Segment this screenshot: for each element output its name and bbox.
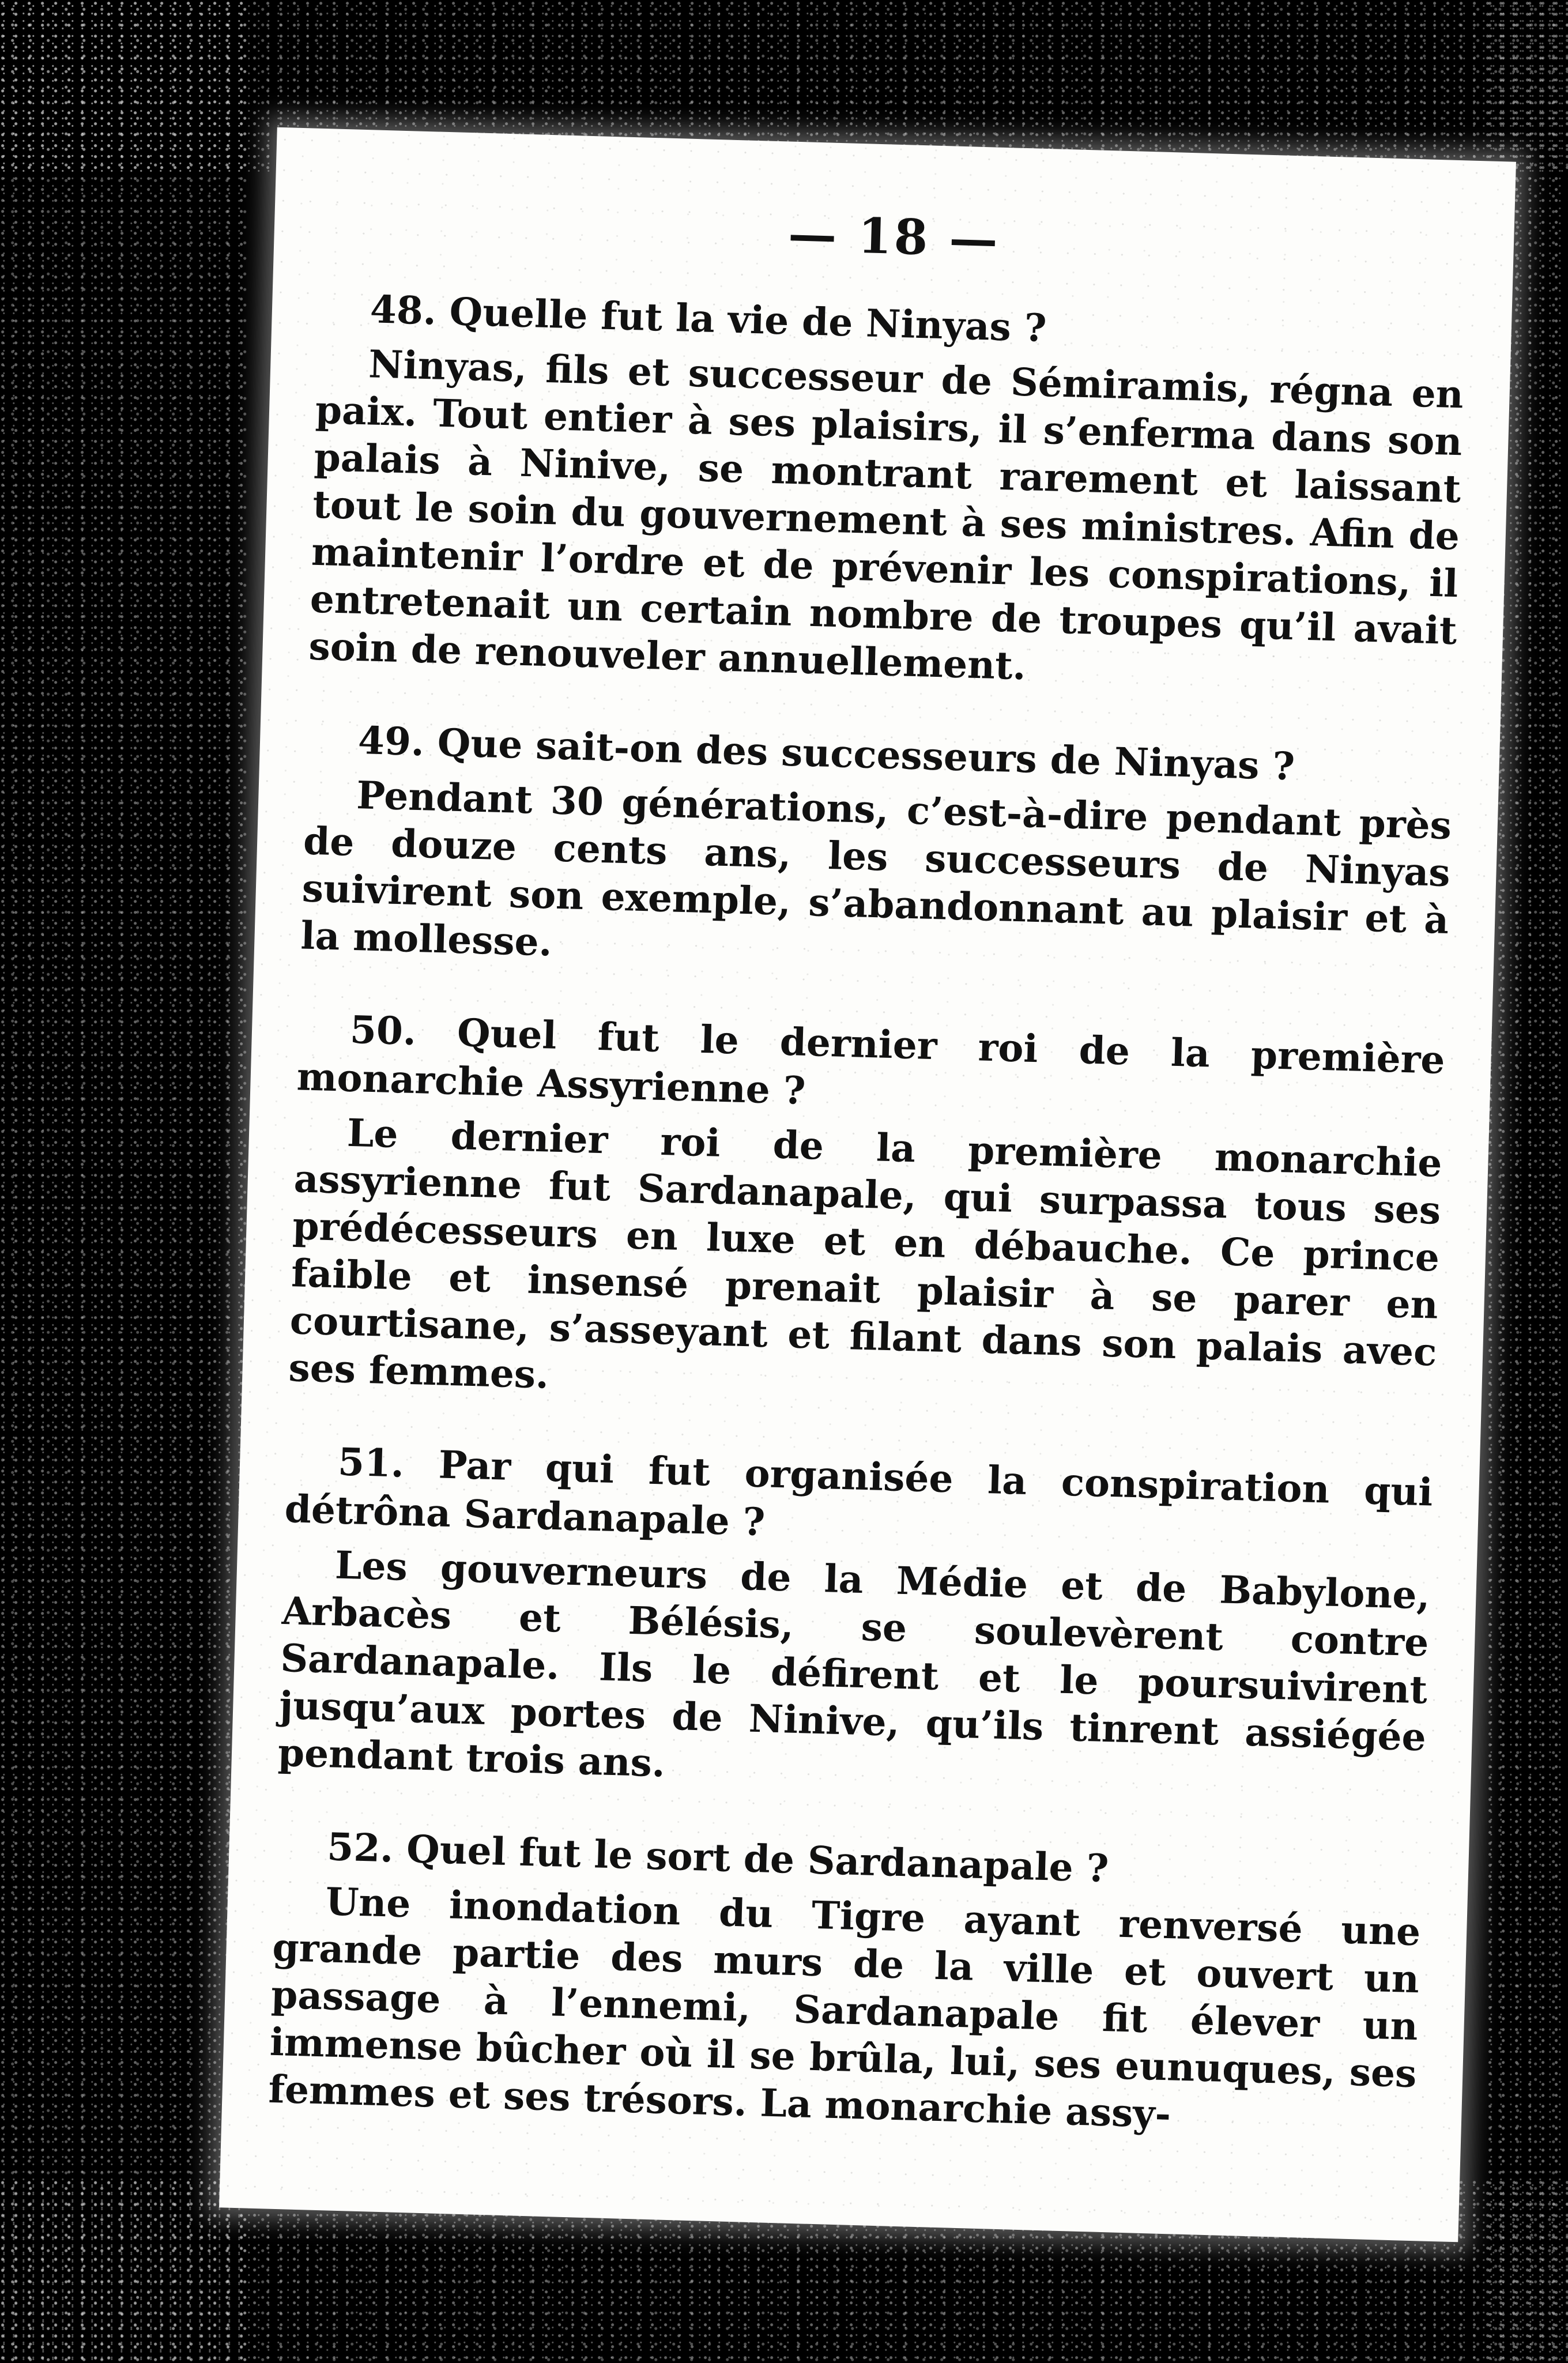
- question-49: 49. Que sait-on des successeurs de Ninyas ?: [357, 718, 1296, 789]
- qa-entry-51: [277, 1436, 1434, 1808]
- qa-entry-48: [308, 284, 1466, 702]
- answer-49: Pendant 30 générations, c’est-à-dire pendant près de douze cents ans, les successeurs de Ninyas suivirent son exemple, s’abandonnant au plaisir et à la mollesse.: [300, 772, 1452, 965]
- book-page: [219, 127, 1516, 2243]
- question-50: 50. Quel fut le dernier roi de la première monarchie Assyrienne ?: [296, 1007, 1446, 1113]
- qa-entry-49: [300, 715, 1454, 991]
- scan-noise-left: [0, 0, 248, 2363]
- answer-48: Ninyas, fils et successeur de Sémiramis, régna en paix. Tout entier à ses plaisirs, il s’enferma dans son palais à Ninive, se montrant rarement et laissant tout le soin du gouvernement à ses ministres. Afin de maintenir l’ordre et de prévenir les conspirations, il entretenait un certain nombre de troupes qu’il avait soin de renouveler annuellement.: [308, 341, 1464, 689]
- answer-50: Le dernier roi de la première monarchie assyrienne fut Sardanapale, qui surpassa tous ses prédécesseurs en luxe et en débauche. Ce prince faible et insensé prenait plaisir à se parer en courtisane, s’asseyant et filant dans son palais avec ses femmes.: [288, 1110, 1443, 1397]
- qa-entry-52: [268, 1821, 1423, 2145]
- answer-51: Les gouverneurs de la Médie et de Babylone, Arbacès et Bélésis, se soulevèrent contre Sardanapale. Ils le défirent et le poursuivirent jusqu’aux portes de Ninive, qu’ils tinrent assiégée pendant trois ans.: [277, 1542, 1431, 1786]
- page-number: — 18 —: [787, 205, 1001, 268]
- question-51: 51. Par qui fut organisée la conspiration qui détrôna Sardanapale ?: [284, 1439, 1434, 1545]
- page-content: [266, 152, 1469, 2189]
- answer-52: Une inondation du Tigre ayant renversé une grande partie des murs de la ville et ouvert un passage à l’ennemi, Sardanapale fit élever un immense bûcher où il se brûla, lui, ses eunuques, ses femmes et ses trésors. La monarchie assy-: [267, 1879, 1422, 2137]
- qa-entry-50: [288, 1004, 1446, 1423]
- question-48: 48. Quelle fut la vie de Ninyas ?: [369, 287, 1047, 351]
- question-52: 52. Quel fut le sort de Sardanapale ?: [326, 1824, 1110, 1891]
